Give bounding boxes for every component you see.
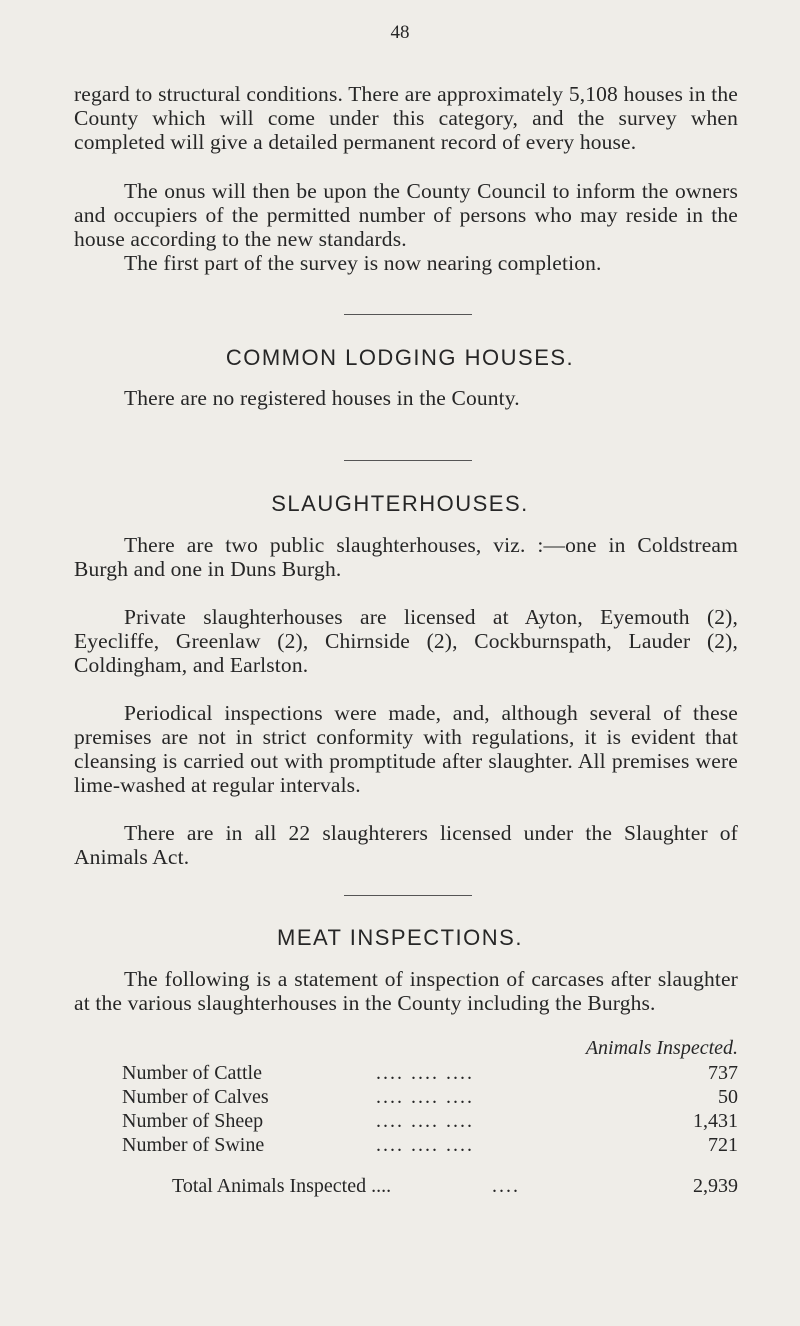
table-row-sheep [122,1110,738,1134]
section-heading-meat-inspections: MEAT INSPECTIONS. [277,925,523,950]
table-row-total [172,1175,738,1199]
row-label: Number of Sheep [122,1110,264,1132]
table-column-header: Animals Inspected. [585,1037,738,1059]
row-value: 1,431 [693,1110,738,1132]
row-value: 50 [718,1086,738,1108]
row-leader-dots: .... .... .... [376,1134,474,1156]
page-number: 48 [390,22,410,43]
common-lodging-paragraph: There are no registered houses in the County. [124,386,520,410]
slaughterhouses-paragraph-1: There are two public slaughterhouses, viz. :—one in Coldstream Burgh and one in Duns Burgh. [74,533,738,581]
row-leader-dots: .... .... .... [376,1086,474,1108]
slaughterhouses-paragraph-3: Periodical inspections were made, and, although several of these premises are not in strict conformity with regulations, it is evident that cleansing is carried out with promptitude after slaughter. All premises were lime-washed at regular intervals. [74,701,738,797]
section-divider [344,460,472,461]
row-label: Number of Cattle [122,1062,262,1084]
intro-paragraph-1: regard to structural conditions. There are approximately 5,108 houses in the County which will come under this category, and the survey when completed will give a detailed permanent record of every house. [74,82,738,154]
table-row-calves [122,1086,738,1110]
table-row-cattle [122,1062,738,1086]
total-label: Total Animals Inspected .... [172,1175,392,1197]
intro-paragraph-2: The onus will then be upon the County Council to inform the owners and occupiers of the permitted number of persons who may reside in the house according to the new standards. [74,179,738,251]
total-value: 2,939 [693,1175,738,1197]
table-row-swine [122,1134,738,1158]
row-label: Number of Calves [122,1086,269,1108]
row-leader-dots: .... .... .... [376,1062,474,1084]
row-leader-dots: .... .... .... [376,1110,474,1132]
row-label: Number of Swine [122,1134,265,1156]
section-heading-slaughterhouses: SLAUGHTERHOUSES. [271,491,529,516]
row-value: 721 [708,1134,738,1156]
row-leader-dots: .... [492,1175,520,1197]
intro-paragraph-3: The first part of the survey is now nearing completion. [124,251,602,275]
section-heading-common-lodging: COMMON LODGING HOUSES. [225,345,575,370]
slaughterhouses-paragraph-4: There are in all 22 slaughterers licensed under the Slaughter of Animals Act. [74,821,738,869]
section-divider [344,314,472,315]
row-value: 737 [708,1062,738,1084]
section-divider [344,895,472,896]
slaughterhouses-paragraph-2: Private slaughterhouses are licensed at Ayton, Eyemouth (2), Eyecliffe, Greenlaw (2), Chirnside (2), Cockburnspath, Lauder (2), Coldingham, and Earlston. [74,605,738,677]
meat-inspections-paragraph: The following is a statement of inspection of carcases after slaughter at the various slaughterhouses in the County including the Burghs. [74,967,738,1015]
